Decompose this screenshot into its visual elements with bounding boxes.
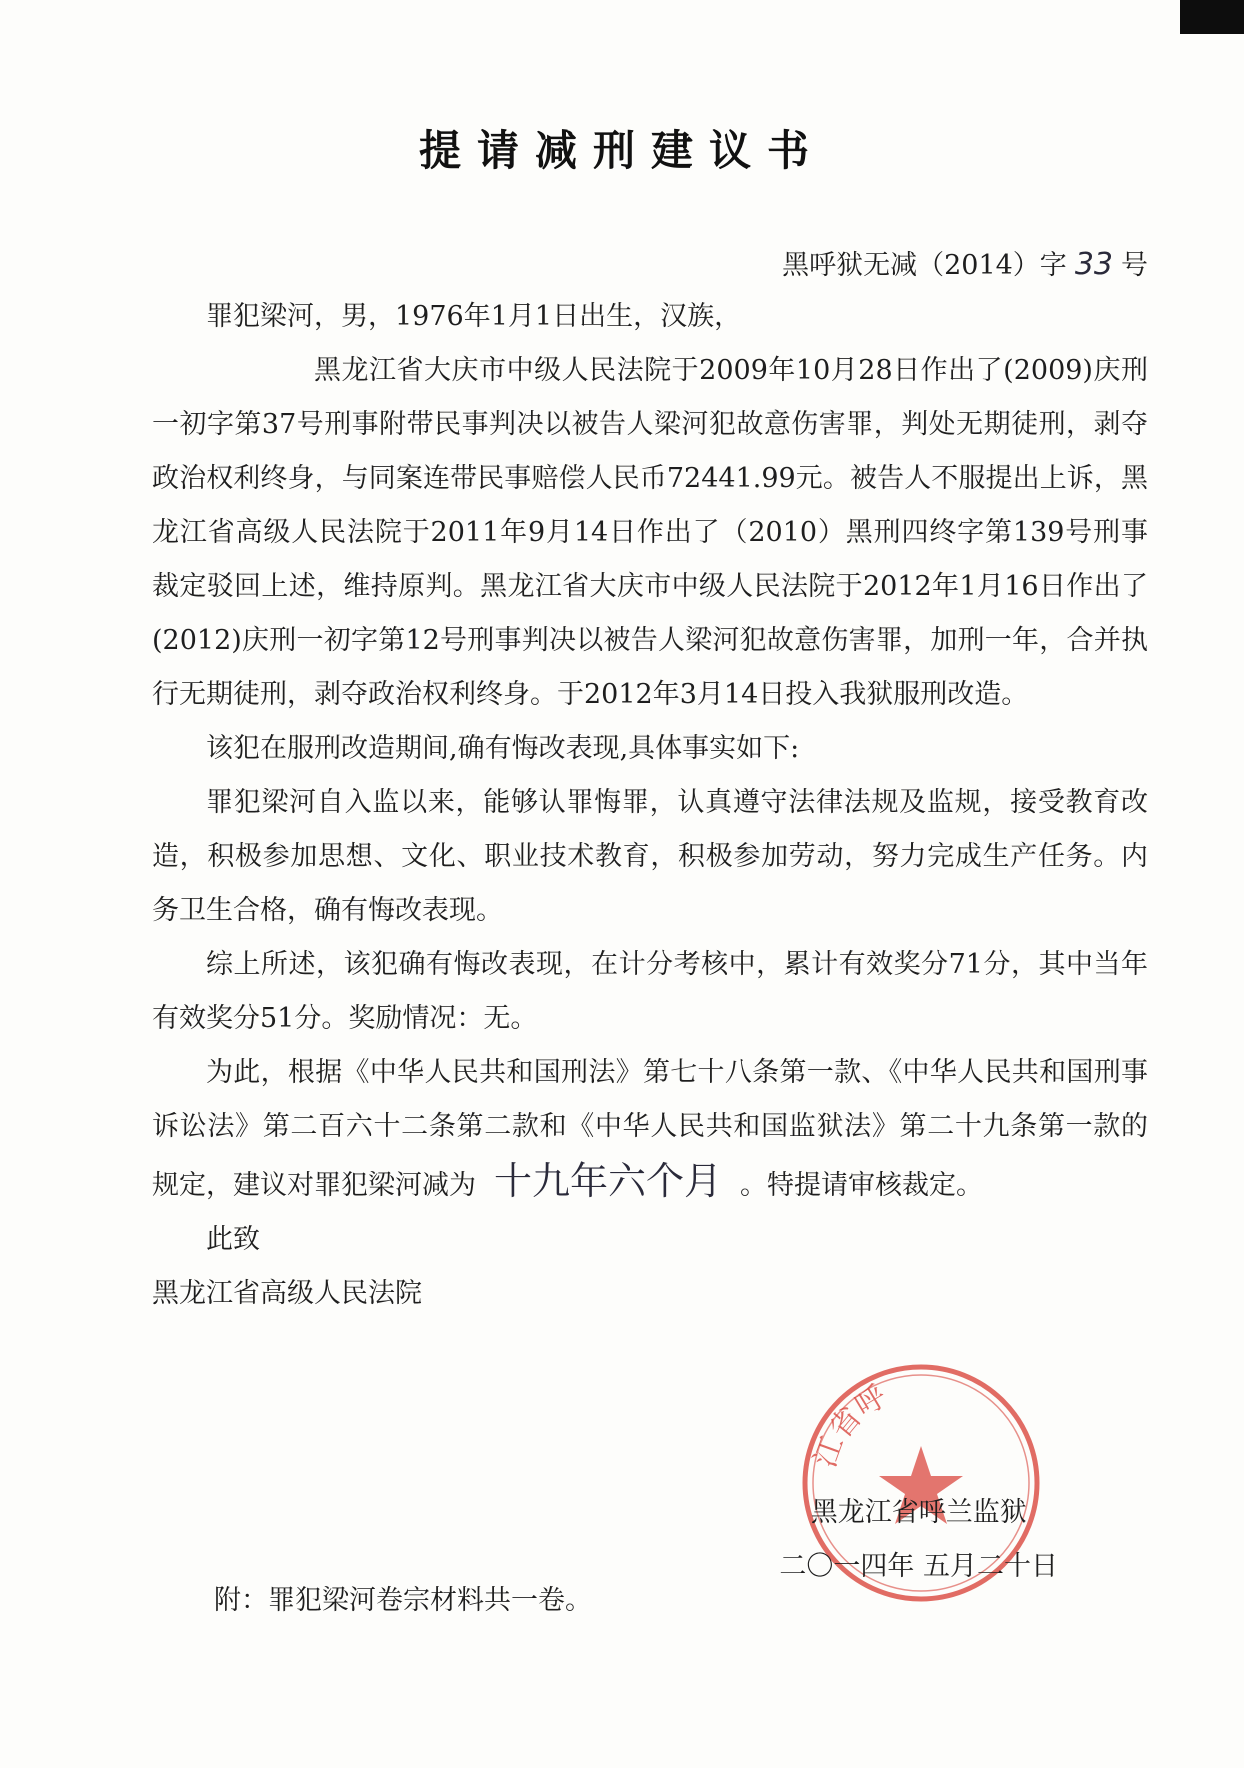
addressee: 黑龙江省高级人民法院 <box>152 1278 422 1309</box>
handwritten-number: 33 <box>1074 247 1113 282</box>
paragraph-judgment-history: 黑龙江省大庆市中级人民法院于2009年10月28日作出了(2009)庆刑一初字第37号刑事附带民事判决以被告人梁河犯故意伤害罪，判处无期徒刑，剥夺政治权利终身，与同案连带民事赔偿人民币72441.99元。被告人不服提出上诉，黑龙江省高级人民法院于2011年9月14日作出了（2010）黑刑四终字第139号刑事裁定驳回上述，维持原判。黑龙江省大庆市中级人民法院于2012年1月16日作出了(2012)庆刑一初字第12号刑事判决以被告人梁河犯故意伤害罪，加刑一年，合并执行无期徒刑，剥夺政治权利终身。于2012年3月14日投入我狱服刑改造。 <box>152 355 1148 710</box>
signing-organization: 黑龙江省呼兰监狱 <box>810 1497 1027 1528</box>
paragraph-personal-info: 罪犯梁河，男，1976年1月1日出生，汉族， <box>206 301 742 332</box>
signature-block <box>779 1486 1058 1594</box>
seal-text: 江省呼 <box>807 1378 893 1473</box>
paragraph-proposal: 为此，根据《中华人民共和国刑法》第七十八条第一款、《中华人民共和国刑事诉讼法》第二百六十二条第二款和《中华人民共和国监狱法》第二十九条第一款的规定，建议对罪犯梁河减为 十九年六个月 。特提请审核裁定。 <box>152 1057 1148 1203</box>
document-body <box>152 290 1148 1321</box>
document-number-suffix: 号 <box>1121 250 1148 281</box>
handwritten-reduction-term: 十九年六个月 <box>494 1159 723 1203</box>
signing-date: 二〇一四年 五月二十日 <box>779 1551 1058 1582</box>
paragraph-performance-intro: 该犯在服刑改造期间,确有悔改表现,具体事实如下: <box>206 733 800 764</box>
paragraph-performance-facts: 罪犯梁河自入监以来，能够认罪悔罪，认真遵守法律法规及监规，接受教育改造，积极参加思想、文化、职业技术教育，积极参加劳动，努力完成生产任务。内务卫生合格，确有悔改表现。 <box>152 787 1148 926</box>
attachment-note: 附：罪犯梁河卷宗材料共一卷。 <box>214 1585 592 1616</box>
document-number <box>782 243 1148 282</box>
paragraph-score-summary: 综上所述，该犯确有悔改表现，在计分考核中，累计有效奖分71分，其中当年有效奖分51分。奖励情况：无。 <box>152 949 1148 1034</box>
salutation: 此致 <box>206 1224 260 1255</box>
scan-edge-mark <box>1180 0 1244 34</box>
document-number-prefix: 黑呼狱无减（2014）字 <box>782 250 1067 281</box>
document-title: 提请减刑建议书 <box>418 126 825 175</box>
